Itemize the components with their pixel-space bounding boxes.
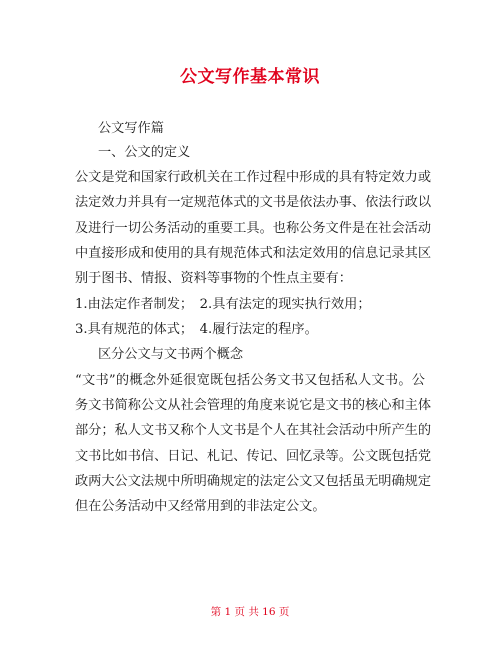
feature-line: 3.具有规范的体式； 4.履行法定的程序。 — [75, 322, 318, 337]
paragraph-line: 部分；私人文书又称个人文书是个人在其社会活动中所产生的 — [75, 423, 432, 438]
paragraph-line: 别于图书、情报、资料等事物的个性点主要有： — [75, 271, 352, 286]
paragraph-line: 中直接形成和使用的具有规范体式和法定效用的信息记录其区 — [75, 246, 432, 261]
page-title: 公文写作基本常识 — [180, 67, 320, 87]
paragraph-line: 但在公务活动中又经常用到的非法定公文。 — [75, 499, 326, 514]
paragraph-line: “文书”的概念外延很宽既包括公务文书又包括私人文书。公 — [75, 373, 425, 388]
paragraph-line: 及进行一切公务活动的重要工具。也称公务文件是在社会活动 — [75, 221, 432, 236]
page-indicator: 第 1 页 共 16 页 — [210, 606, 290, 618]
paragraph-line: 政两大公文法规中所明确规定的法定公文又包括虽无明确规定 — [75, 474, 432, 489]
paragraph-line: 法定效力并具有一定规范体式的文书是依法办事、依法行政以 — [75, 195, 432, 210]
paragraph-line: 公文是党和国家行政机关在工作过程中形成的具有特定效力或 — [75, 170, 432, 185]
heading-definition: 一、公文的定义 — [98, 145, 191, 160]
heading-distinguish: 区分公文与文书两个概念 — [98, 347, 244, 362]
paragraph-line: 务文书简称公文从社会管理的角度来说它是文书的核心和主体 — [75, 398, 432, 413]
paragraph-line: 文书比如书信、日记、札记、传记、回忆录等。公文既包括党 — [75, 449, 432, 464]
feature-line: 1.由法定作者制发； 2.具有法定的现实执行效用； — [75, 297, 371, 312]
section-label: 公文写作篇 — [98, 121, 164, 136]
